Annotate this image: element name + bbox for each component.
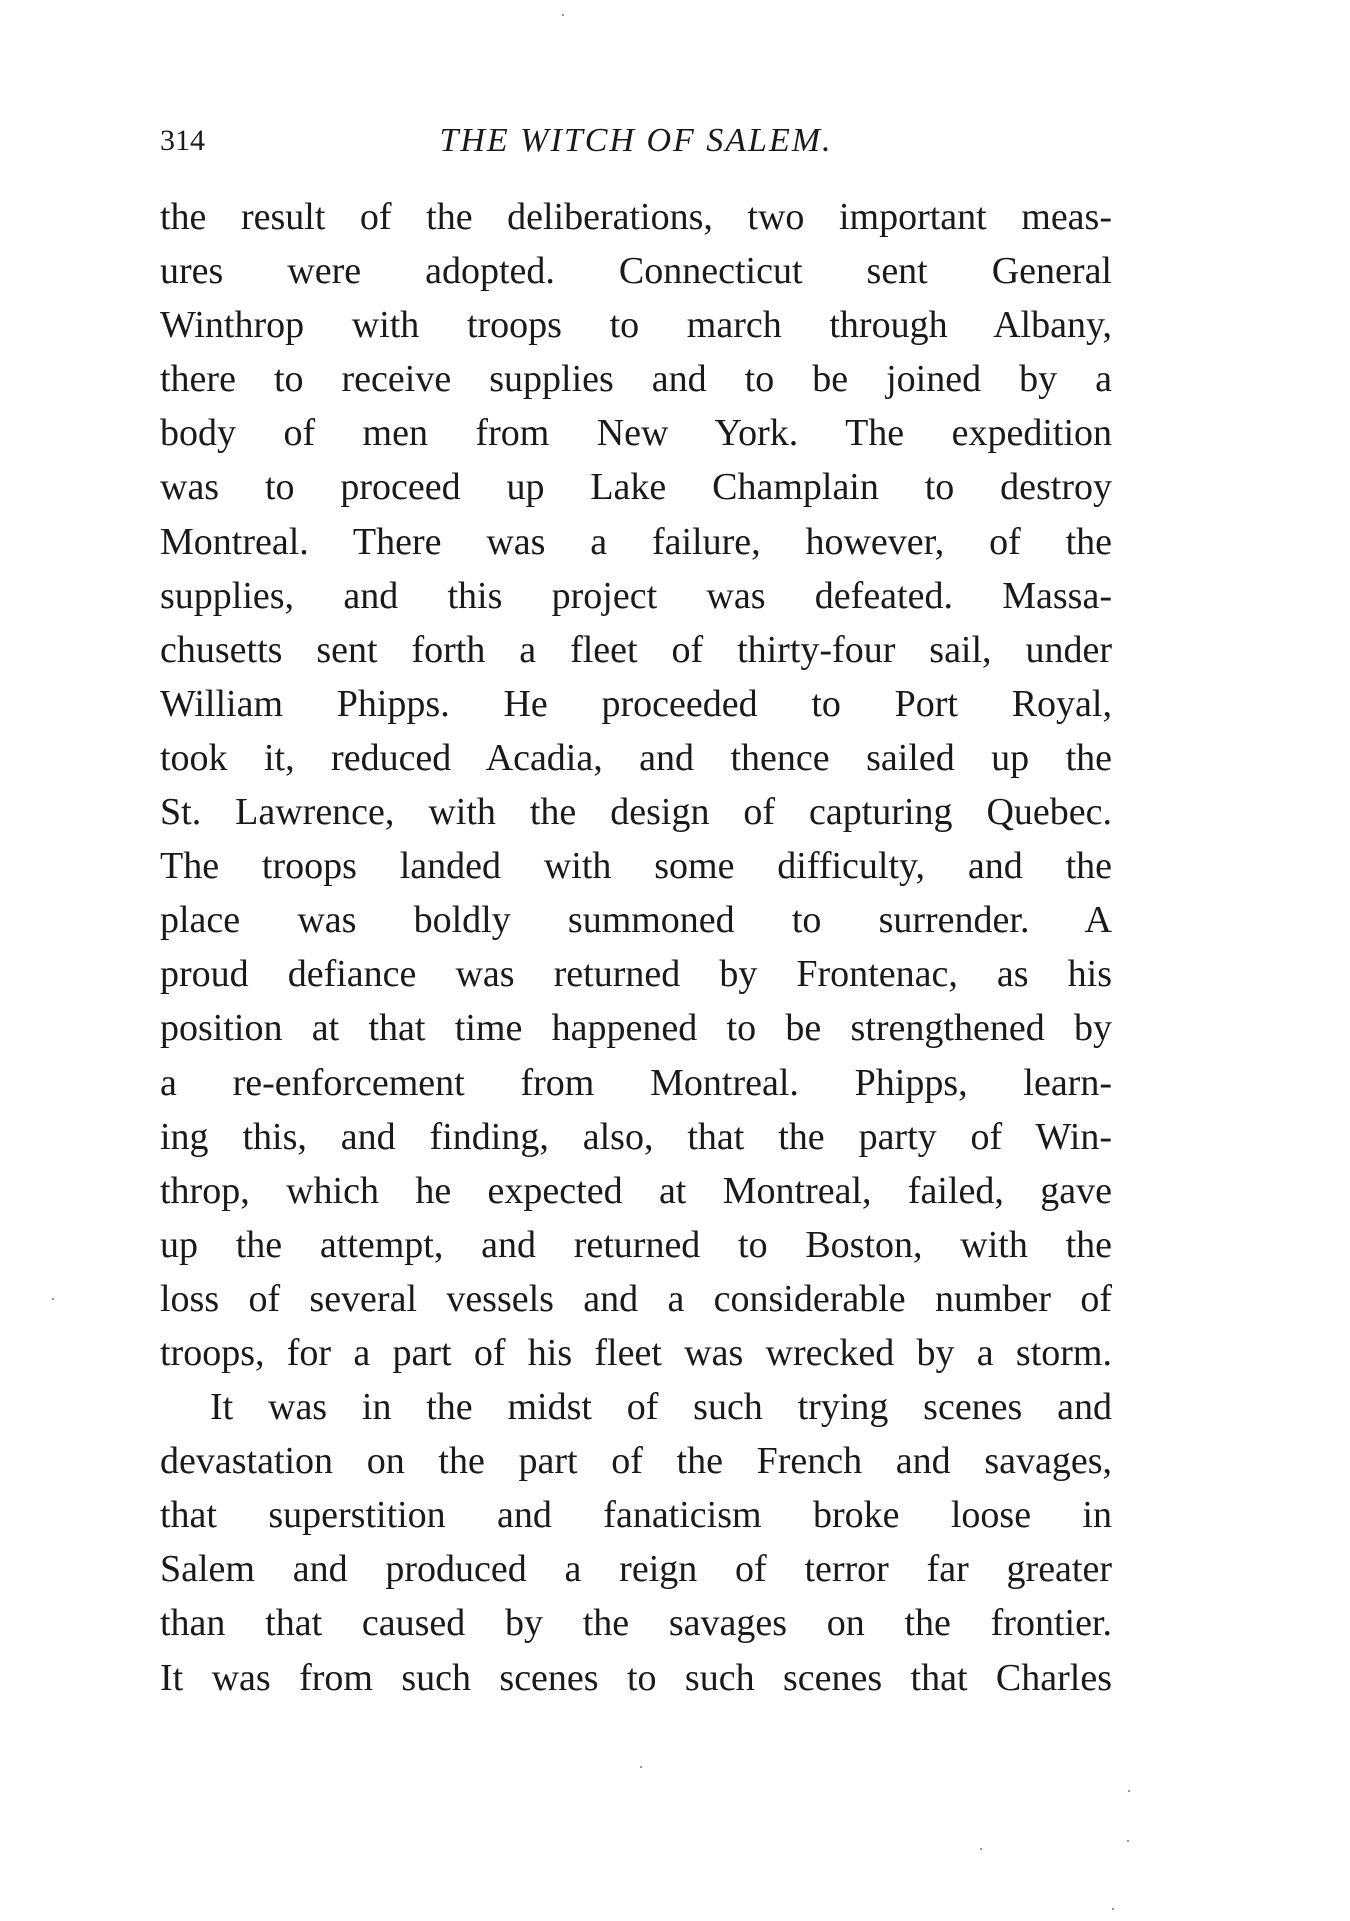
page-header <box>160 120 1112 170</box>
scan-speck <box>1128 1790 1130 1792</box>
scan-speck <box>52 1298 54 1300</box>
text-line: loss of several vessels and a considerable number of <box>160 1277 1112 1320</box>
text-line: body of men from New York. The expedition <box>160 412 1112 455</box>
scan-speck <box>640 1766 642 1768</box>
text-line: took it, reduced Acadia, and thence sailed up the <box>160 736 1112 779</box>
text-line: chusetts sent forth a fleet of thirty-four sail, under <box>160 628 1112 671</box>
text-line: Montreal. There was a failure, however, of the <box>160 520 1112 563</box>
text-line: troops, for a part of his fleet was wrecked by a storm. <box>160 1331 1112 1374</box>
scan-speck <box>1112 1908 1114 1910</box>
text-line: William Phipps. He proceeded to Port Royal, <box>160 682 1112 725</box>
scan-speck <box>1127 1840 1129 1842</box>
scan-speck <box>562 14 564 16</box>
text-line: throp, which he expected at Montreal, failed, gave <box>160 1169 1112 1212</box>
text-line: Winthrop with troops to march through Albany, <box>160 304 1112 347</box>
text-line: position at that time happened to be strengthened by <box>160 1007 1112 1050</box>
running-title: THE WITCH OF SALEM. <box>439 122 833 159</box>
scan-speck <box>980 1848 982 1850</box>
text-line: ing this, and finding, also, that the party of Win- <box>160 1115 1112 1158</box>
text-line: St. Lawrence, with the design of capturing Quebec. <box>160 791 1112 834</box>
text-line: place was boldly summoned to surrender. A <box>160 899 1112 942</box>
text-line: up the attempt, and returned to Boston, with the <box>160 1223 1112 1266</box>
page-number: 314 <box>160 124 205 157</box>
text-line: ures were adopted. Connecticut sent General <box>160 250 1112 293</box>
text-line: devastation on the part of the French and savages, <box>160 1440 1112 1483</box>
text-line: was to proceed up Lake Champlain to destroy <box>160 466 1112 509</box>
text-line: It was from such scenes to such scenes that Charles <box>160 1656 1112 1699</box>
text-line: supplies, and this project was defeated. Massa- <box>160 574 1112 617</box>
text-line: that superstition and fanaticism broke loose in <box>160 1494 1112 1537</box>
body-text <box>160 190 1112 1705</box>
text-line: proud defiance was returned by Frontenac, as his <box>160 953 1112 996</box>
paragraph-first-line: It was in the midst of such trying scenes and <box>210 1386 1112 1429</box>
text-line: Salem and produced a reign of terror far greater <box>160 1548 1112 1591</box>
text-line: than that caused by the savages on the frontier. <box>160 1602 1112 1645</box>
text-line: the result of the deliberations, two important meas- <box>160 196 1112 238</box>
text-line: a re-enforcement from Montreal. Phipps, learn- <box>160 1061 1112 1104</box>
text-line: there to receive supplies and to be joined by a <box>160 358 1112 401</box>
text-line: The troops landed with some difficulty, and the <box>160 845 1112 888</box>
